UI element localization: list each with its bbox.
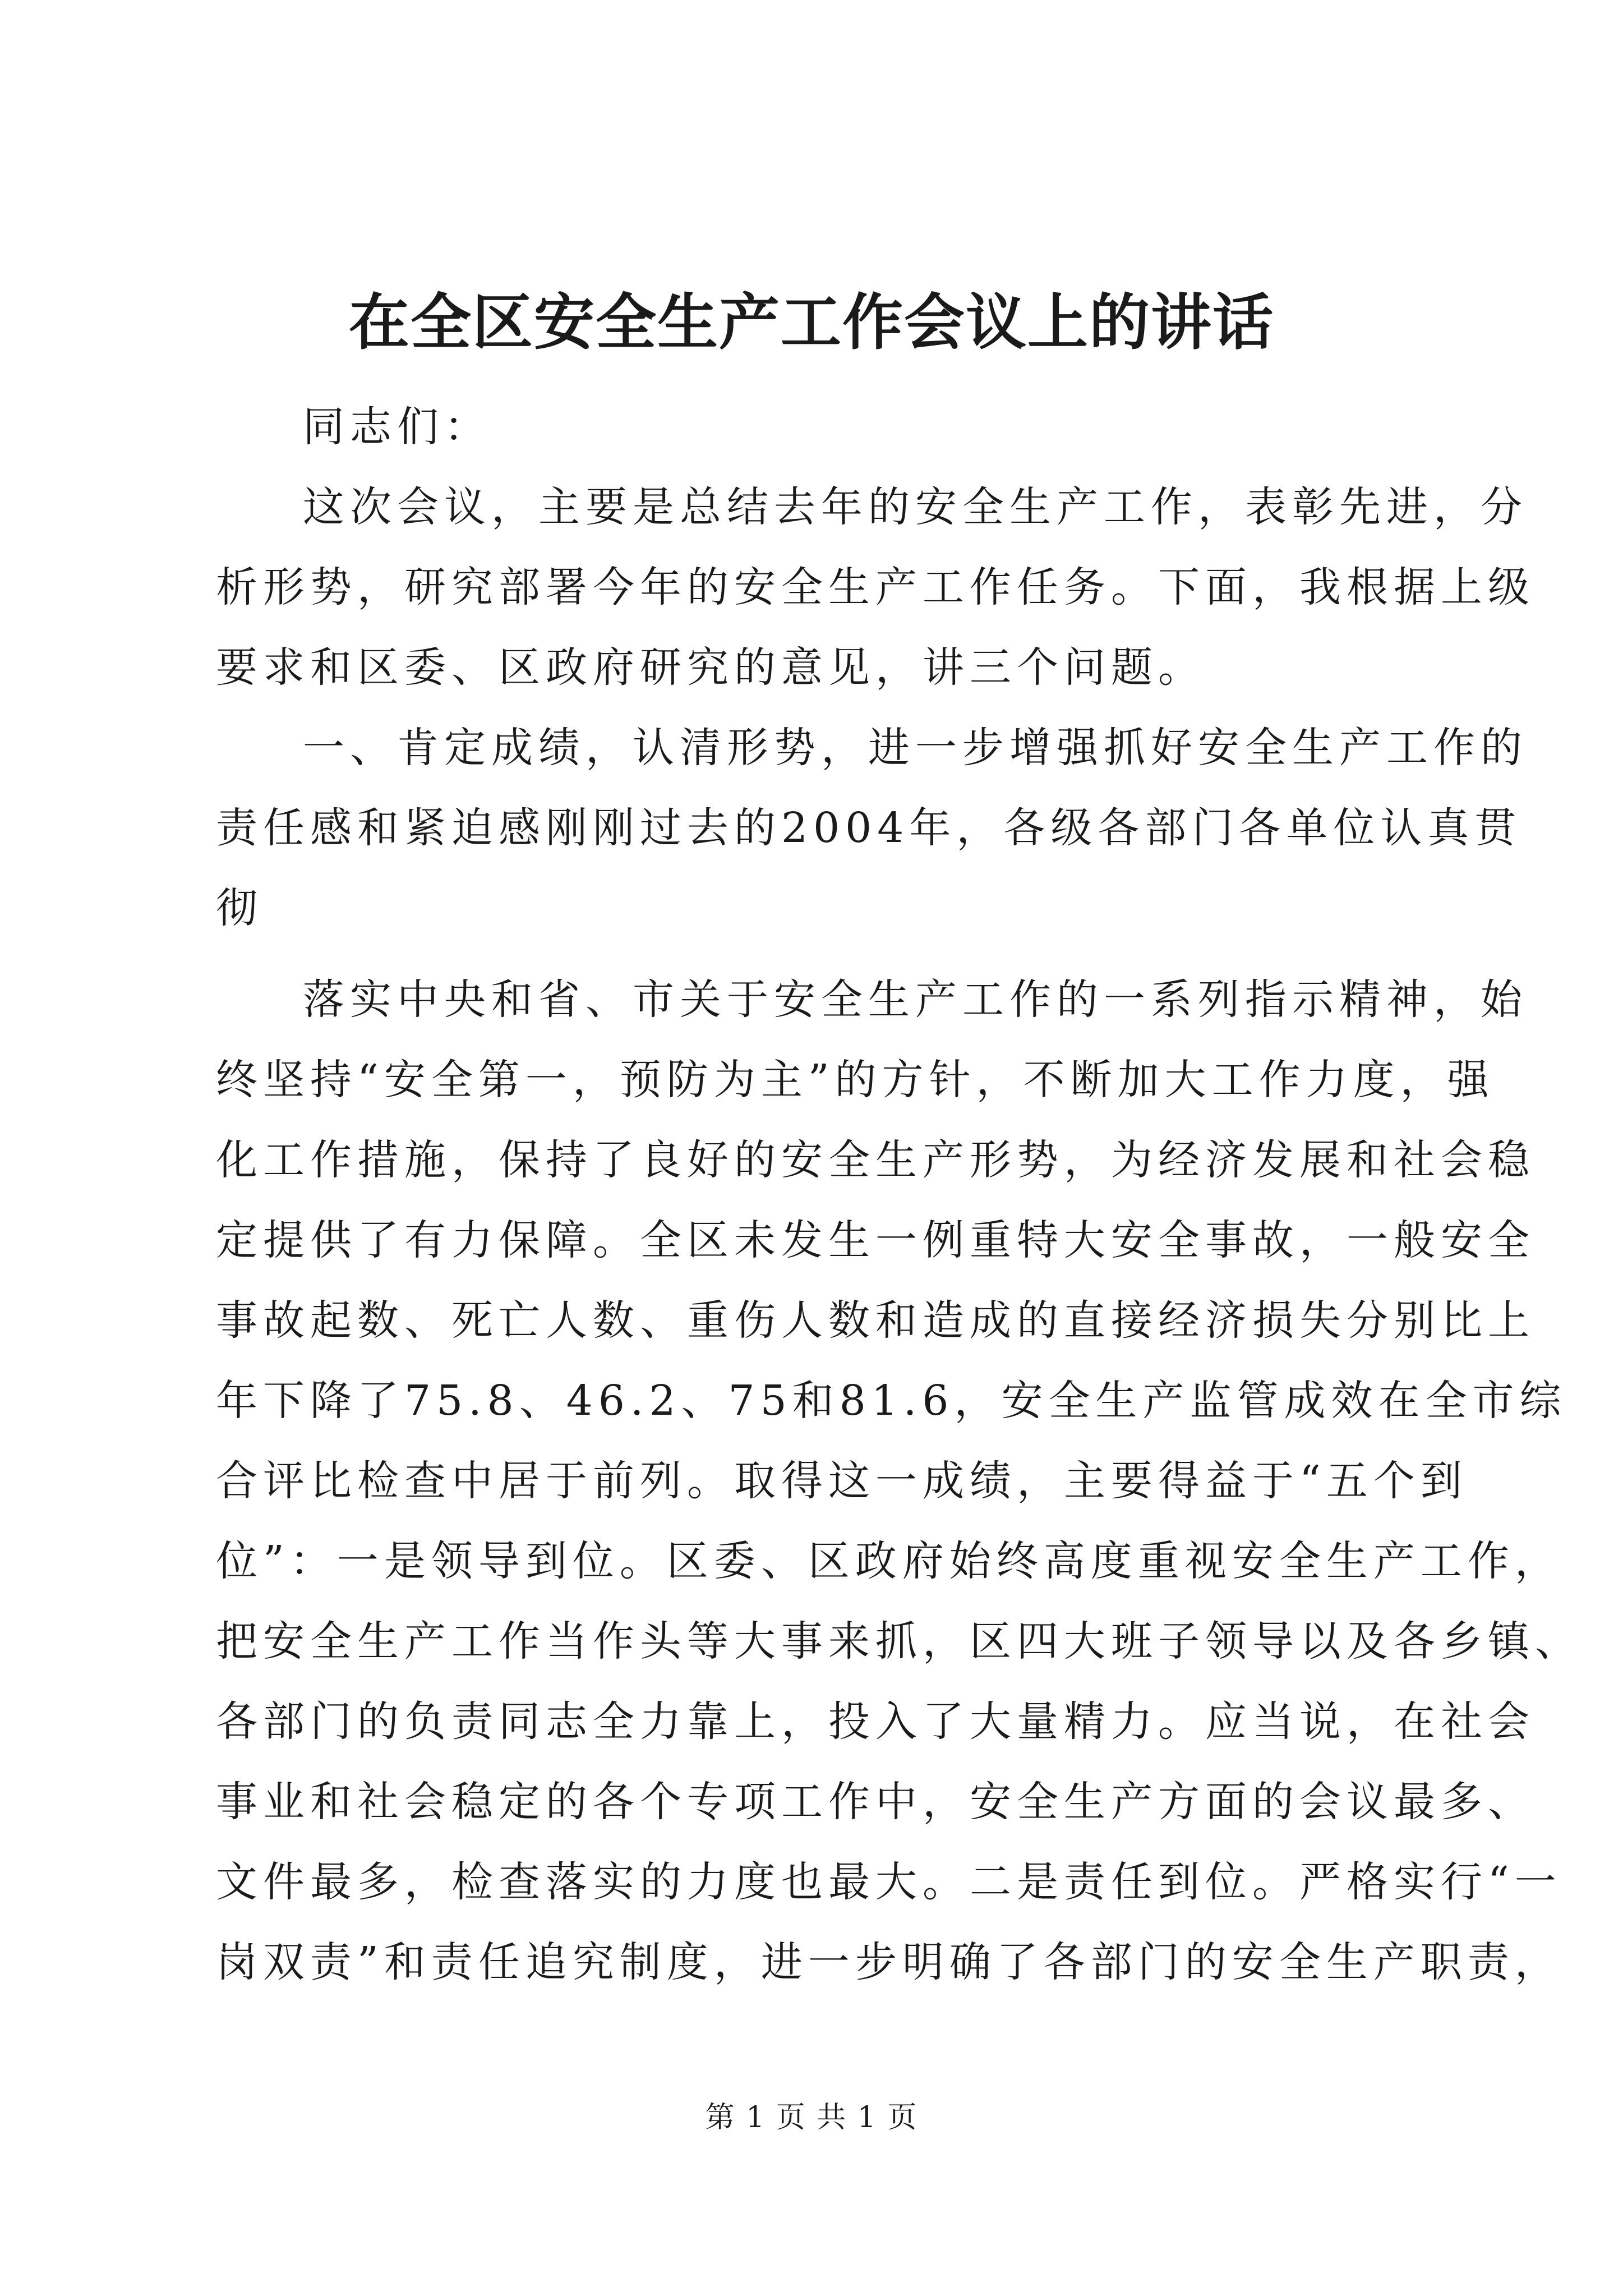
paragraph-line: 要求和区委、区政府研究的意见，讲三个问题。: [216, 643, 1205, 692]
paragraph-line: 事业和社会稳定的各个专项工作中，安全生产方面的会议最多、: [216, 1778, 1535, 1826]
paragraph-line: 责任感和紧迫感刚刚过去的2004年，各级各部门各单位认真贯: [216, 804, 1522, 852]
salutation-line: 同志们：: [303, 403, 491, 451]
section-heading-line: 一、肯定成绩，认清形势，进一步增强抓好安全生产工作的: [303, 724, 1528, 772]
paragraph-line: 把安全生产工作当作头等大事来抓，区四大班子领导以及各乡镇、: [216, 1617, 1582, 1665]
paragraph-line: 岗双责”和责任追究制度，进一步明确了各部门的安全生产职责，: [216, 1938, 1562, 1986]
paragraph-line: 年下降了75.8、46.2、75和81.6，安全生产监管成效在全市综: [216, 1377, 1567, 1425]
page-title: 在全区安全生产工作会议上的讲话: [348, 287, 1274, 358]
paragraph-line: 事故起数、死亡人数、重伤人数和造成的直接经济损失分别比上: [216, 1296, 1535, 1345]
paragraph-line: 彻: [216, 884, 263, 932]
paragraph-line: 文件最多，检查落实的力度也最大。二是责任到位。严格实行“一: [216, 1858, 1562, 1906]
paragraph-line: 析形势，研究部署今年的安全生产工作任务。下面，我根据上级: [216, 563, 1535, 611]
paragraph-line: 这次会议，主要是总结去年的安全生产工作，表彰先进，分: [303, 483, 1528, 531]
paragraph-line: 定提供了有力保障。全区未发生一例重特大安全事故，一般安全: [216, 1216, 1535, 1264]
paragraph-line: 各部门的负责同志全力靠上，投入了大量精力。应当说，在社会: [216, 1697, 1535, 1746]
page-footer: [0, 2098, 1623, 2137]
paragraph-line: 位”：一是领导到位。区委、区政府始终高度重视安全生产工作，: [216, 1537, 1562, 1585]
document-body: [216, 387, 1582, 2003]
paragraph-line: 化工作措施，保持了良好的安全生产形势，为经济发展和社会稳: [216, 1136, 1535, 1184]
page-number-label: 第 1 页 共 1 页: [705, 2101, 918, 2134]
paragraph-line: 合评比检查中居于前列。取得这一成绩，主要得益于“五个到: [216, 1457, 1468, 1505]
paragraph-line: 落实中央和省、市关于安全生产工作的一系列指示精神，始: [303, 976, 1528, 1024]
paragraph-line: 终坚持“安全第一，预防为主”的方针，不断加大工作力度，强: [216, 1056, 1495, 1104]
